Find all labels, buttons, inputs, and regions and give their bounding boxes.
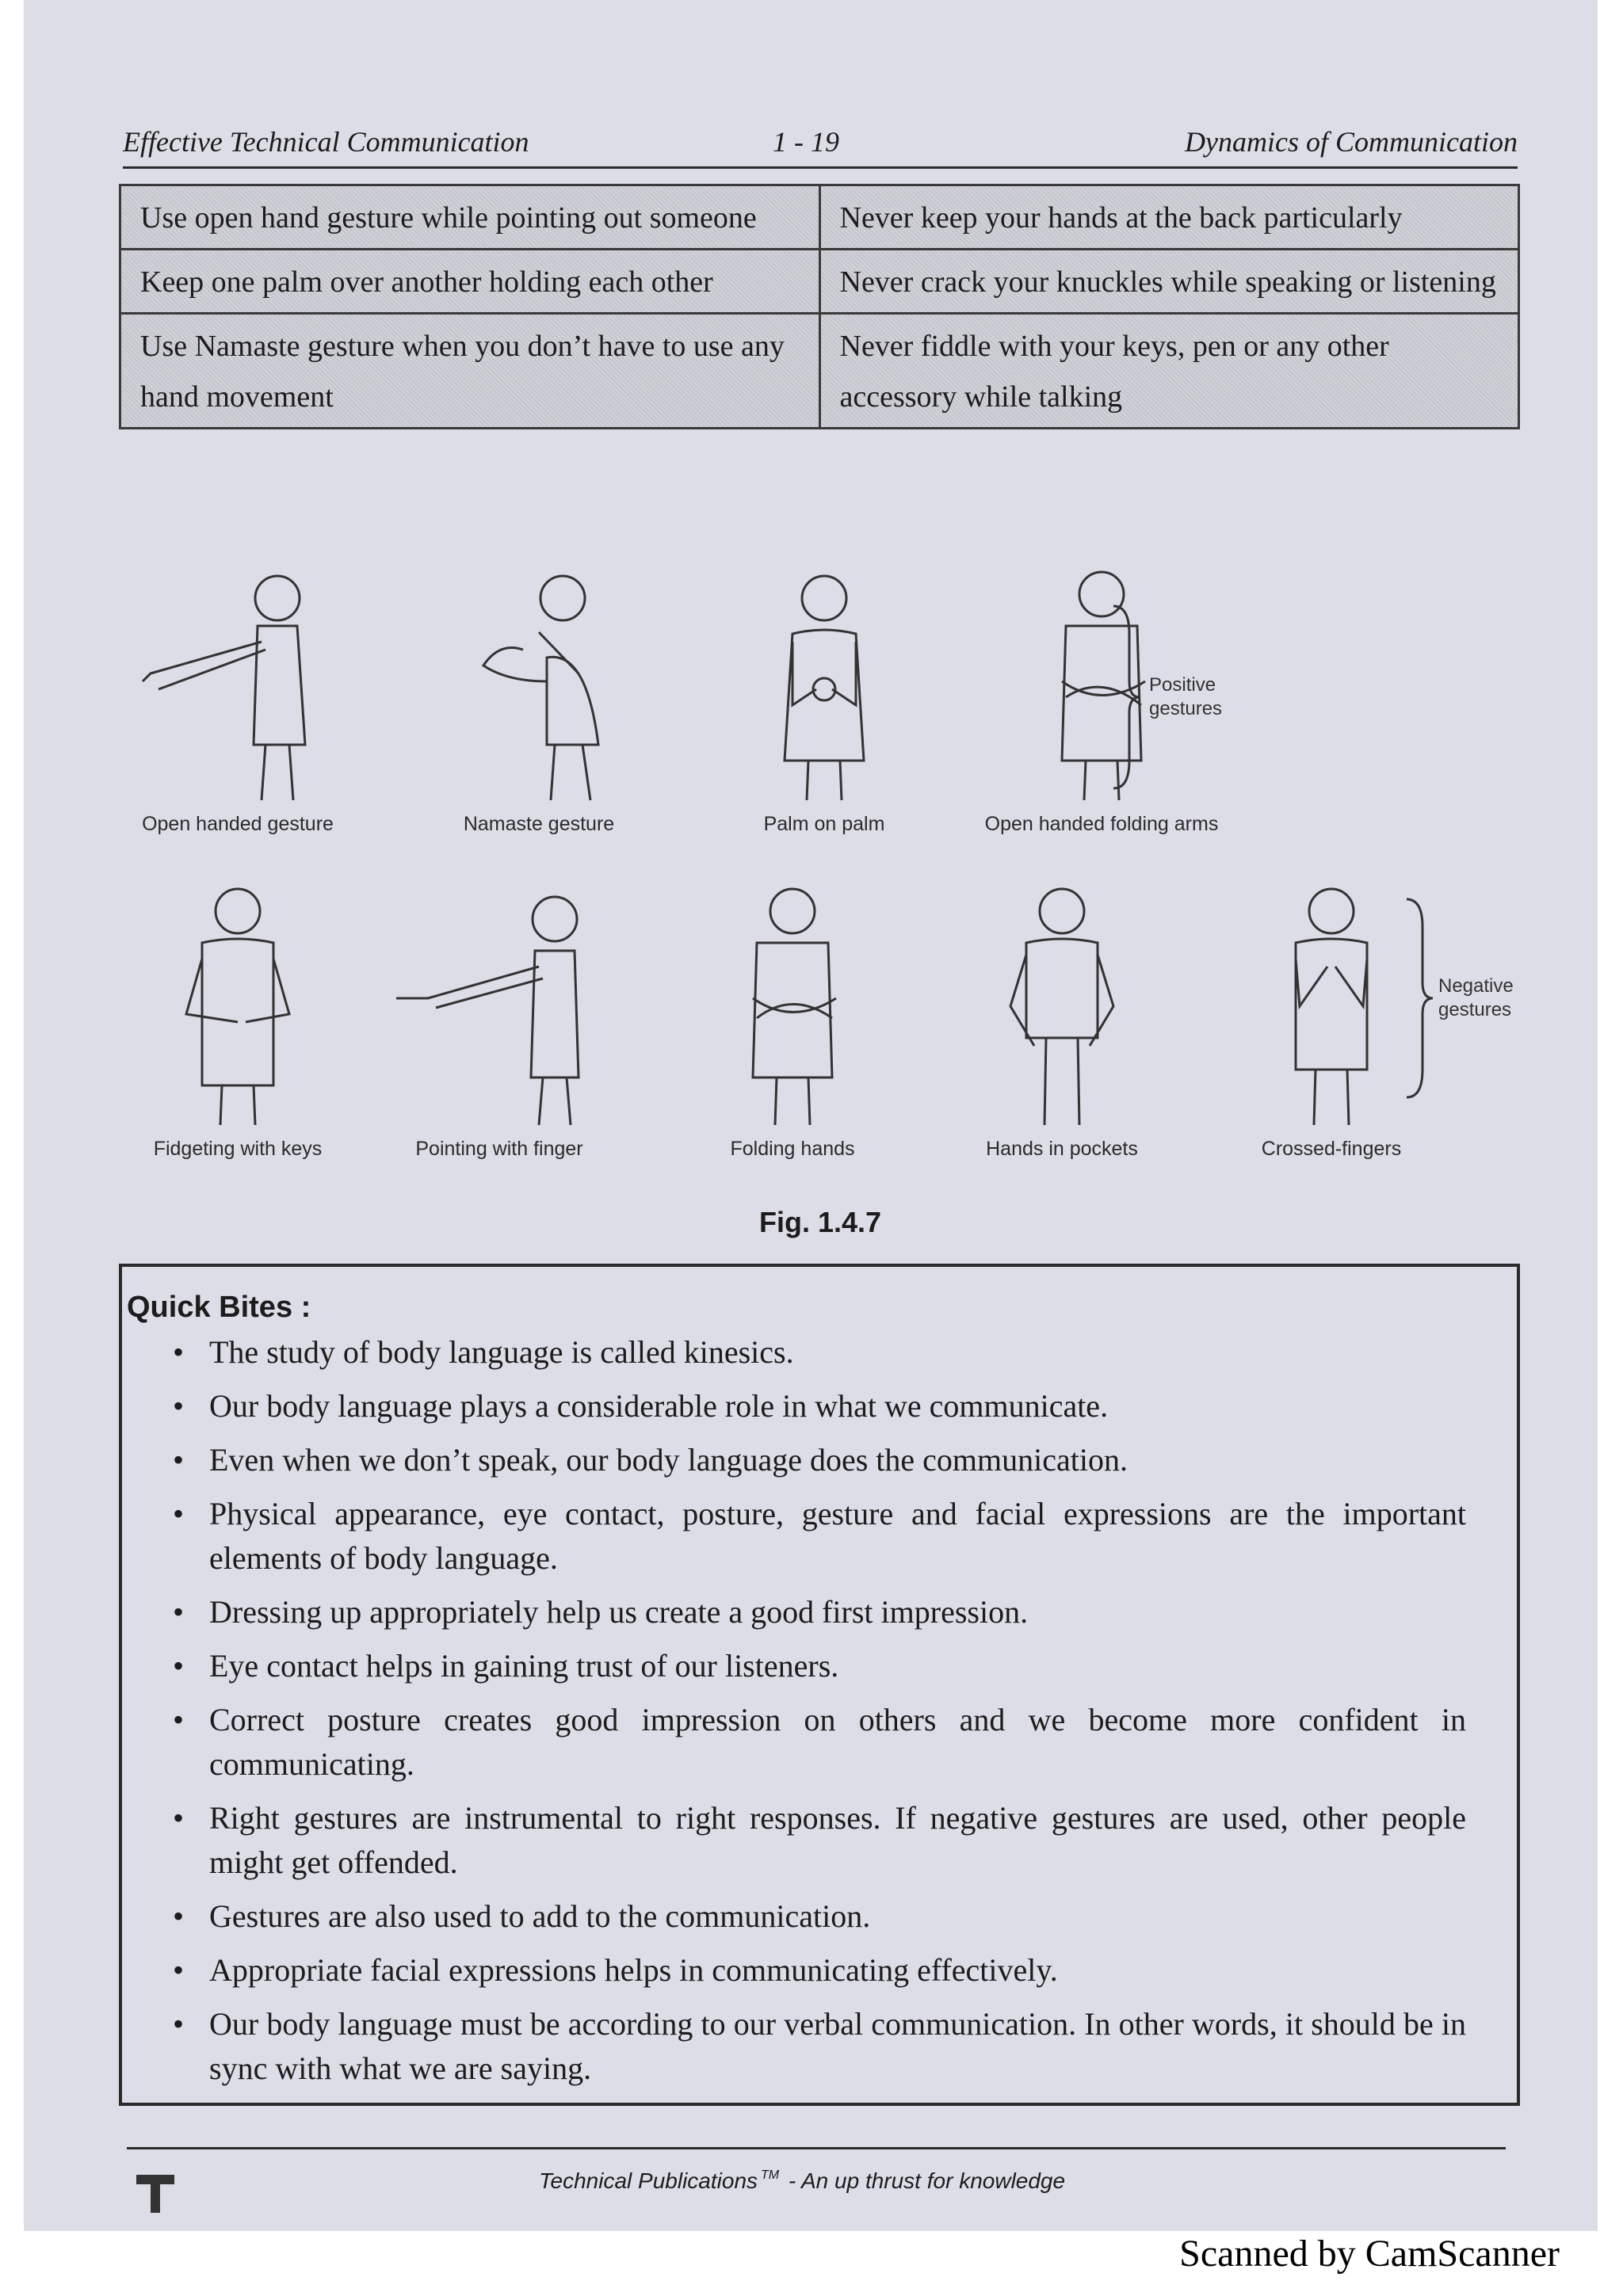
positive-gestures-label: Positive gestures	[1149, 674, 1223, 719]
gesture-caption: Hands in pockets	[986, 1138, 1138, 1160]
list-item: • Gestures are also used to add to the communication.	[166, 1894, 1466, 1939]
namaste-figure-icon	[428, 563, 650, 808]
scanned-page	[24, 0, 1598, 2231]
hands-pockets-figure-icon	[951, 879, 1173, 1133]
gesture-caption: Namaste gesture	[463, 813, 615, 835]
gesture-palm-on-palm	[705, 563, 943, 836]
tip-do-cell: Use open hand gesture while pointing out someone	[120, 185, 820, 250]
gesture-namaste	[420, 563, 658, 836]
trademark-mark: TM	[761, 2168, 780, 2182]
list-item: • Physical appearance, eye contact, posture, gesture and facial expressions are the important elements of body language.	[166, 1492, 1466, 1581]
quick-bites-box	[119, 1264, 1520, 2106]
gesture-figure	[119, 563, 1522, 1238]
list-item: • Our body language must be according to our verbal communication. In other words, it should be in sync with what we are saying.	[166, 2002, 1466, 2091]
publisher-name: Technical Publications	[539, 2168, 758, 2193]
negative-gestures-label: Negative gestures	[1438, 975, 1514, 1020]
gesture-open-handed	[119, 563, 357, 836]
publisher-logo-icon	[133, 2168, 178, 2216]
list-item: • The study of body language is called kinesics.	[166, 1330, 1466, 1375]
tip-dont-cell: Never fiddle with your keys, pen or any other accessory while talking	[819, 314, 1519, 429]
tip-do-cell: Keep one palm over another holding each other	[120, 250, 820, 314]
gesture-caption: Crossed-fingers	[1261, 1138, 1402, 1160]
positive-brace-icon	[1109, 602, 1141, 792]
pointing-figure-icon	[380, 879, 618, 1133]
gesture-fidgeting-keys	[119, 879, 357, 1161]
gesture-folding-hands	[674, 879, 911, 1161]
table-row	[120, 250, 1519, 314]
folding-hands-figure-icon	[682, 879, 903, 1133]
gesture-tips-table	[119, 184, 1520, 429]
list-item: • Even when we don’t speak, our body language does the communication.	[166, 1438, 1466, 1482]
list-item: • Correct posture creates good impression on others and we become more confident in communicating.	[166, 1698, 1466, 1787]
gesture-hands-in-pockets	[943, 879, 1181, 1161]
table-row	[120, 185, 1519, 250]
tip-dont-cell: Never crack your knuckles while speaking or listening	[819, 250, 1519, 314]
figure-caption: Fig. 1.4.7	[758, 1206, 882, 1238]
list-item: • Dressing up appropriately help us create a good first impression.	[166, 1590, 1466, 1634]
gesture-caption: Folding hands	[730, 1138, 855, 1160]
running-header	[123, 119, 1518, 169]
negative-brace-icon	[1403, 895, 1434, 1101]
gesture-caption: Open handed folding arms	[984, 813, 1219, 835]
publisher-tagline: - An up thrust for knowledge	[788, 2168, 1066, 2193]
palm-on-palm-figure-icon	[713, 563, 935, 808]
quick-bites-title: Quick Bites :	[127, 1291, 311, 1324]
list-item: • Appropriate facial expressions helps in communicating effectively.	[166, 1948, 1466, 1993]
scanner-watermark: Scanned by CamScanner	[1179, 2233, 1560, 2275]
open-hand-figure-icon	[127, 563, 349, 808]
tip-do-cell: Use Namaste gesture when you don’t have to use any hand movement	[120, 314, 820, 429]
gesture-pointing-finger	[380, 879, 618, 1161]
quick-bites-list	[166, 1330, 1466, 2100]
tip-dont-cell: Never keep your hands at the back particularly	[819, 185, 1519, 250]
list-item: • Our body language plays a considerable role in what we communicate.	[166, 1384, 1466, 1428]
gesture-caption: Open handed gesture	[142, 813, 334, 835]
gesture-caption: Palm on palm	[763, 813, 885, 835]
gesture-caption: Pointing with finger	[415, 1138, 583, 1160]
gesture-caption: Fidgeting with keys	[153, 1138, 323, 1160]
list-item: • Right gestures are instrumental to right responses. If negative gestures are used, other people might get offended.	[166, 1796, 1466, 1885]
footer-text	[539, 2168, 1065, 2194]
table-row	[120, 314, 1519, 429]
header-book-title: Effective Technical Communication	[123, 126, 529, 158]
header-chapter-title: Dynamics of Communication	[1185, 126, 1518, 158]
fidgeting-figure-icon	[127, 879, 349, 1133]
header-page-number: 1 - 19	[773, 126, 839, 158]
page-footer	[127, 2147, 1506, 2213]
list-item: • Eye contact helps in gaining trust of our listeners.	[166, 1644, 1466, 1688]
